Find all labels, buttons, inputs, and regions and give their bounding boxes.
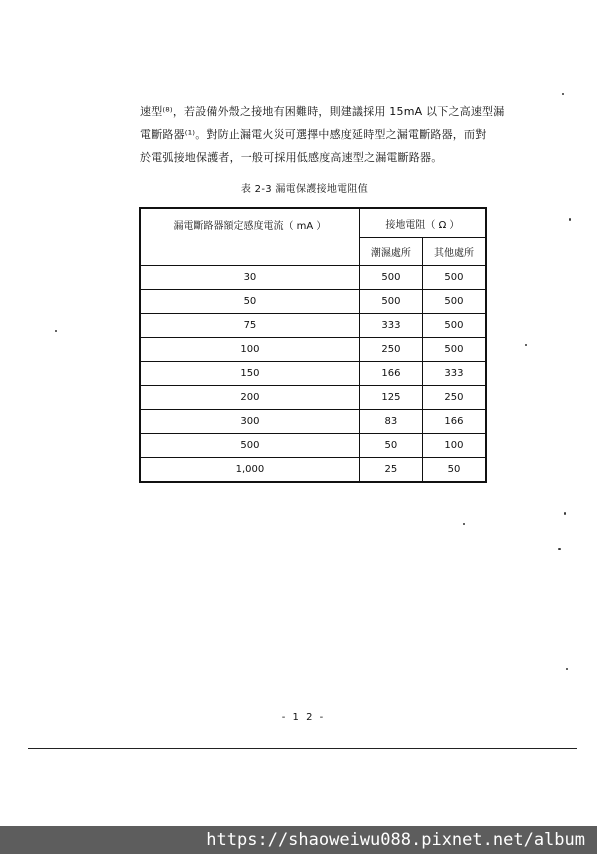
paragraph-line: 於電弧接地保護者，一般可採用低感度高速型之漏電斷路器。	[140, 151, 443, 164]
cell-current: 75	[140, 314, 359, 338]
watermark-url: https://shaoweiwu088.pixnet.net/album	[0, 826, 597, 854]
cell-current: 300	[140, 410, 359, 434]
table-row	[140, 290, 486, 314]
cell-humid: 500	[359, 290, 422, 314]
scan-speck	[569, 218, 571, 221]
cell-current: 50	[140, 290, 359, 314]
cell-humid: 500	[359, 266, 422, 290]
table-row	[140, 266, 486, 290]
table-row	[140, 362, 486, 386]
scan-speck	[525, 344, 527, 346]
scan-speck	[463, 523, 465, 525]
cell-current: 200	[140, 386, 359, 410]
cell-humid: 333	[359, 314, 422, 338]
header-rated-current: 漏電斷路器額定感度電流（ mA ）	[140, 208, 359, 266]
cell-other: 500	[422, 314, 486, 338]
header-other-location: 其他處所	[422, 238, 486, 266]
header-ground-resistance: 接地電阻（ Ω ）	[359, 208, 486, 238]
table-caption: 表 2-3 漏電保護接地電阻值	[240, 184, 369, 195]
cell-other: 100	[422, 434, 486, 458]
grounding-resistance-table	[139, 207, 487, 483]
paragraph-line: 電斷路器⁽¹⁾。對防止漏電火災可選擇中感度延時型之漏電斷路器，而對	[140, 128, 487, 141]
cell-humid: 250	[359, 338, 422, 362]
cell-humid: 50	[359, 434, 422, 458]
table-row	[140, 338, 486, 362]
cell-other: 50	[422, 458, 486, 483]
cell-current: 30	[140, 266, 359, 290]
cell-humid: 166	[359, 362, 422, 386]
scan-speck	[564, 512, 566, 515]
header-humid-location: 潮濕處所	[359, 238, 422, 266]
page-number: - 1 2 -	[281, 712, 326, 723]
cell-humid: 125	[359, 386, 422, 410]
cell-other: 500	[422, 338, 486, 362]
cell-current: 500	[140, 434, 359, 458]
cell-humid: 25	[359, 458, 422, 483]
cell-current: 1,000	[140, 458, 359, 483]
cell-other: 333	[422, 362, 486, 386]
cell-other: 500	[422, 266, 486, 290]
table-row	[140, 434, 486, 458]
paragraph-line: 速型⁽⁸⁾，若設備外殼之接地有困難時，則建議採用 15mA 以下之高速型漏	[140, 105, 505, 118]
cell-current: 100	[140, 338, 359, 362]
table-row	[140, 410, 486, 434]
body-paragraph	[140, 100, 505, 169]
cell-current: 150	[140, 362, 359, 386]
footer-rule	[28, 748, 577, 749]
cell-other: 500	[422, 290, 486, 314]
cell-other: 250	[422, 386, 486, 410]
table-row	[140, 314, 486, 338]
scan-speck	[566, 668, 568, 670]
cell-other: 166	[422, 410, 486, 434]
scan-speck	[562, 93, 564, 95]
scan-speck	[55, 330, 57, 332]
cell-humid: 83	[359, 410, 422, 434]
table-row	[140, 386, 486, 410]
scan-speck	[558, 548, 561, 550]
table-row	[140, 458, 486, 483]
